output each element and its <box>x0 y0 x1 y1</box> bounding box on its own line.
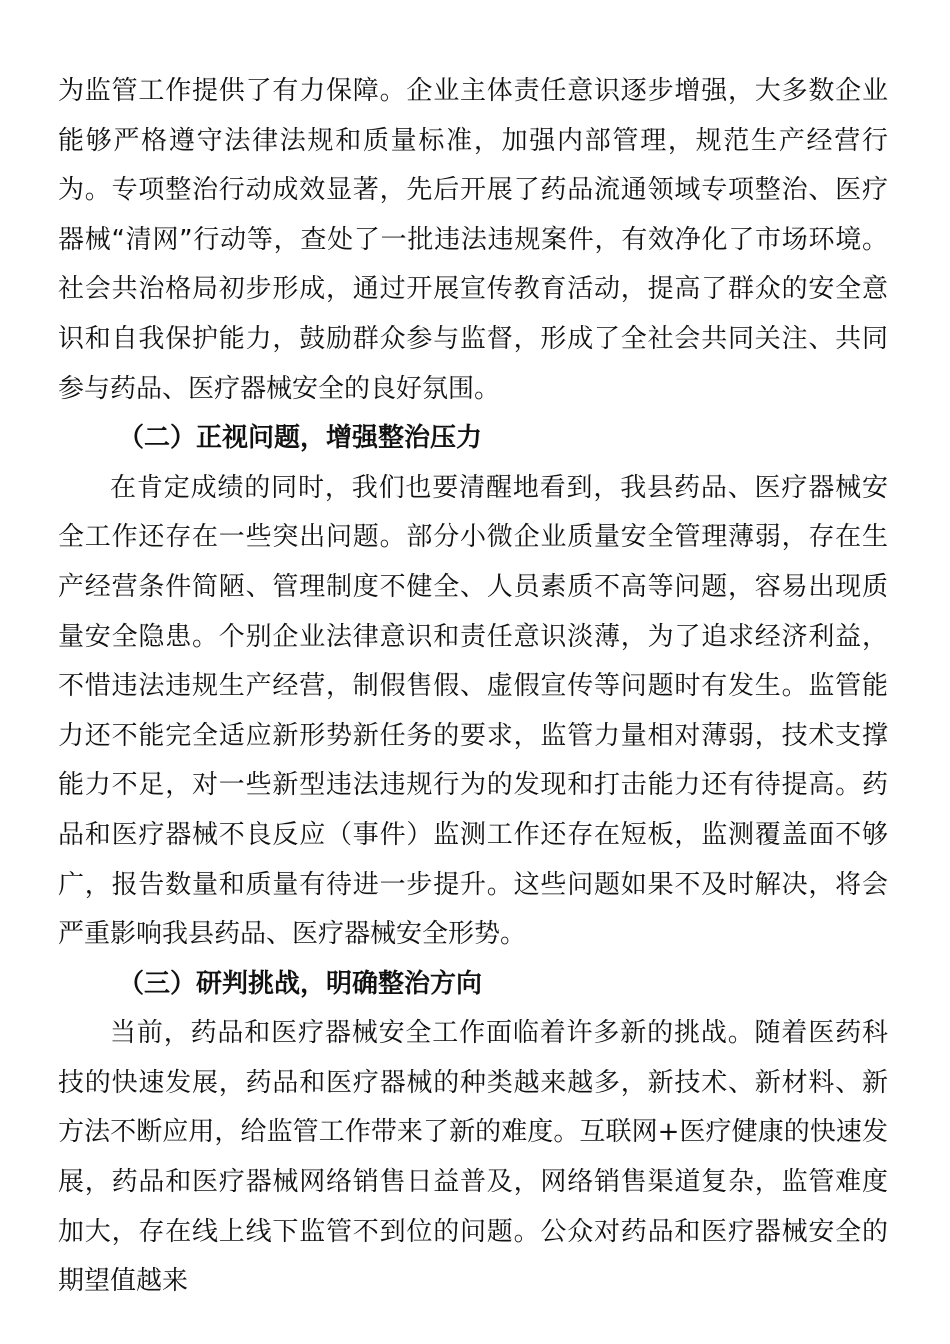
paragraph-challenges: 当前，药品和医疗器械安全工作面临着许多新的挑战。随着医药科技的快速发展，药品和医疗器械的种类越来越多，新技术、新材料、新方法不断应用，给监管工作带来了新的难度。互联网+医疗健康的快速发展，药品和医疗器械网络销售日益普及，网络销售渠道复杂，监管难度加大，存在线上线下监管不到位的问题。公众对药品和医疗器械安全的期望值越来 <box>58 1018 888 1297</box>
document-page <box>58 67 888 1307</box>
section-heading-3: （三）研判挑战，明确整治方向 <box>118 968 483 999</box>
section-heading-2: （二）正视问题，增强整治压力 <box>118 423 483 454</box>
paragraph-continuation: 为监管工作提供了有力保障。企业主体责任意识逐步增强，大多数企业能够严格遵守法律法规和质量标准，加强内部管理，规范生产经营行为。专项整治行动成效显著，先后开展了药品流通领域专项整治、医疗器械“清网”行动等，查处了一批违法违规案件，有效净化了市场环境。社会共治格局初步形成，通过开展宣传教育活动，提高了群众的安全意识和自我保护能力，鼓励群众参与监督，形成了全社会共同关注、共同参与药品、医疗器械安全的良好氛围。 <box>58 76 888 404</box>
paragraph-problems: 在肯定成绩的同时，我们也要清醒地看到，我县药品、医疗器械安全工作还存在一些突出问题。部分小微企业质量安全管理薄弱，存在生产经营条件简陋、管理制度不健全、人员素质不高等问题，容易出现质量安全隐患。个别企业法律意识和责任意识淡薄，为了追求经济利益，不惜违法违规生产经营，制假售假、虚假宣传等问题时有发生。监管能力还不能完全适应新形势新任务的要求，监管力量相对薄弱，技术支撑能力不足，对一些新型违法违规行为的发现和打击能力还有待提高。药品和医疗器械不良反应（事件）监测工作还存在短板，监测覆盖面不够广，报告数量和质量有待进一步提升。这些问题如果不及时解决，将会严重影响我县药品、医疗器械安全形势。 <box>58 472 888 950</box>
